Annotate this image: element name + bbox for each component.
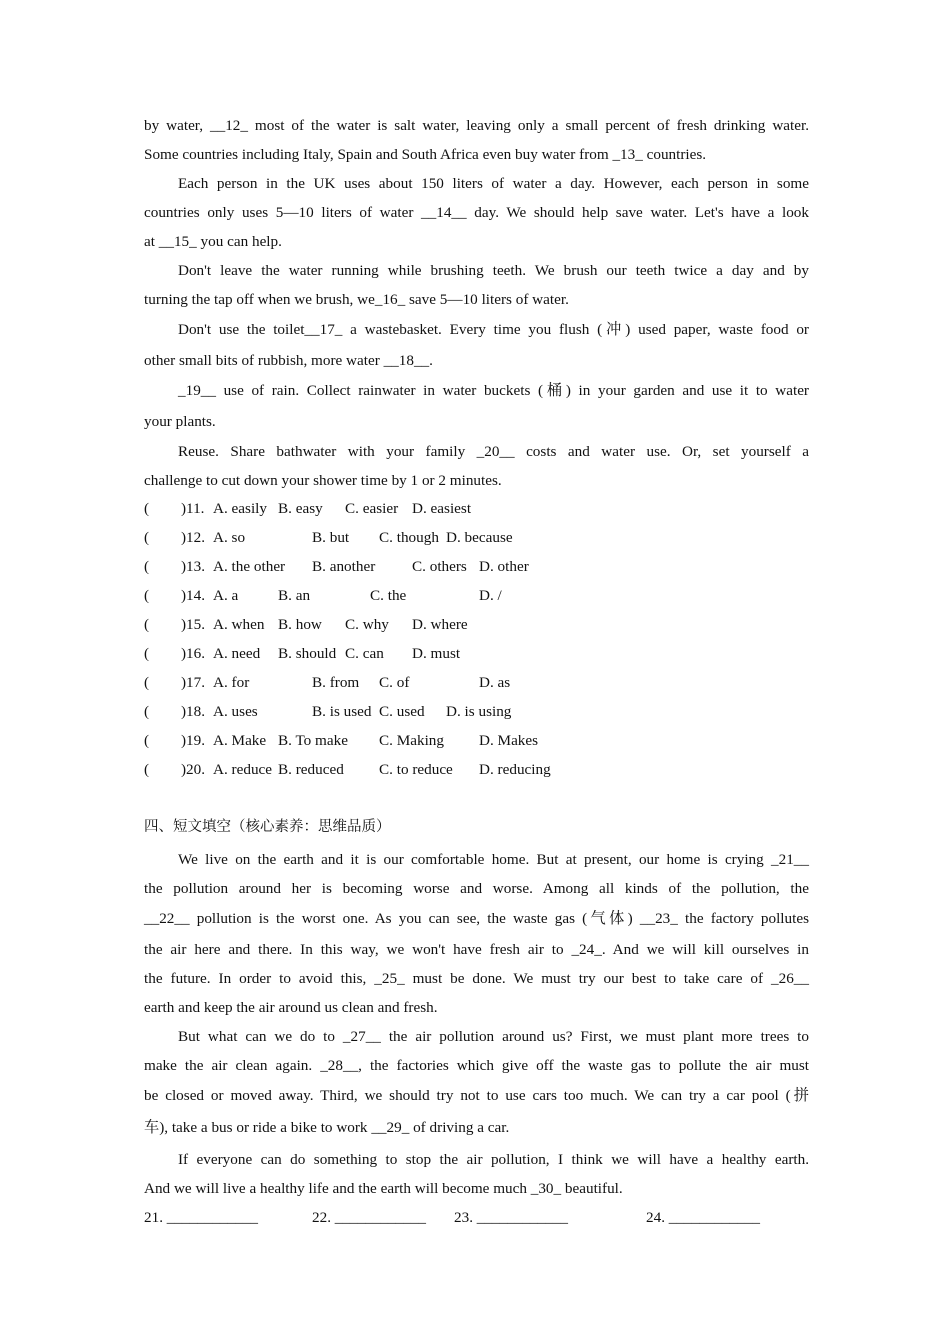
option-d: D. other (479, 558, 529, 575)
option-c: C. why (345, 616, 389, 633)
option-c: C. used (379, 703, 425, 720)
option-a: A. need (213, 645, 261, 662)
answer-paren[interactable]: ( (144, 703, 150, 720)
passage-line: __22__ pollution is the worst one. As you can see, the waste gas (气体) __23_ the factory pollutes (144, 910, 809, 927)
option-d: D. must (412, 645, 461, 662)
option-d: D. is using (446, 703, 512, 720)
passage-line: And we will live a healthy life and the earth will become much _30_ beautiful. (144, 1180, 623, 1197)
question-number: )11. (181, 500, 205, 517)
option-b: B. an (278, 587, 311, 604)
passage-line: be closed or moved away. Third, we should try not to use cars too much. We can try a car pool (拼 (144, 1087, 809, 1104)
passage-line: Some countries including Italy, Spain and South Africa even buy water from _13_ countries. (144, 146, 707, 163)
passage-line: turning the tap off when we brush, we_16_ save 5—10 liters of water. (144, 291, 569, 308)
answer-paren[interactable]: ( (144, 587, 150, 604)
passage-line: your plants. (144, 413, 216, 430)
option-a: A. when (213, 616, 265, 633)
passage-line: If everyone can do something to stop the air pollution, I think we will have a healthy earth. (178, 1151, 809, 1168)
answer-blank-22[interactable]: 22. ____________ (312, 1209, 426, 1226)
option-c: C. the (370, 587, 407, 604)
passage-line: Reuse. Share bathwater with your family _20__ costs and water use. Or, set yourself a (178, 443, 809, 460)
option-b: B. should (278, 645, 337, 662)
question-number: )17. (181, 674, 206, 691)
option-b: B. To make (278, 732, 348, 749)
option-a: A. easily (213, 500, 267, 517)
passage-line: earth and keep the air around us clean and fresh. (144, 999, 438, 1016)
option-b: B. from (312, 674, 360, 691)
passage-line: make the air clean again. _28__, the factories which give off the waste gas to pollute the air must (144, 1057, 809, 1074)
passage-line: by water, __12_ most of the water is salt water, leaving only a small percent of fresh drinking water. (144, 117, 809, 134)
question-number: )15. (181, 616, 206, 633)
passage-line: countries only uses 5—10 liters of water __14__ day. We should help save water. Let's have a look (144, 204, 809, 221)
option-a: A. Make (213, 732, 267, 749)
passage-line: _19__ use of rain. Collect rainwater in water buckets (桶) in your garden and use it to water (178, 382, 809, 399)
answer-paren[interactable]: ( (144, 761, 150, 778)
answer-paren[interactable]: ( (144, 732, 150, 749)
passage-line: challenge to cut down your shower time by 1 or 2 minutes. (144, 472, 502, 489)
option-d: D. because (446, 529, 513, 546)
option-d: D. reducing (479, 761, 551, 778)
option-b: B. how (278, 616, 322, 633)
answer-blank-23[interactable]: 23. ____________ (454, 1209, 568, 1226)
answer-paren[interactable]: ( (144, 674, 150, 691)
option-b: B. but (312, 529, 350, 546)
option-c: C. though (379, 529, 439, 546)
passage-line: Each person in the UK uses about 150 liters of water a day. However, each person in some (178, 175, 809, 192)
option-b: B. is used (312, 703, 372, 720)
question-number: )18. (181, 703, 206, 720)
passage-line: other small bits of rubbish, more water __18__. (144, 352, 433, 369)
option-c: C. of (379, 674, 410, 691)
option-d: D. easiest (412, 500, 472, 517)
answer-paren[interactable]: ( (144, 645, 150, 662)
option-d: D. / (479, 587, 502, 604)
option-c: C. easier (345, 500, 399, 517)
option-c: C. Making (379, 732, 444, 749)
option-c: C. others (412, 558, 467, 575)
option-a: A. the other (213, 558, 286, 575)
answer-paren[interactable]: ( (144, 500, 150, 517)
passage-line: Don't use the toilet__17_ a wastebasket. Every time you flush (冲) used paper, waste food or (178, 321, 809, 338)
answer-paren[interactable]: ( (144, 529, 150, 546)
question-number: )19. (181, 732, 206, 749)
option-c: C. can (345, 645, 384, 662)
option-d: D. Makes (479, 732, 539, 749)
question-number: )16. (181, 645, 206, 662)
answer-paren[interactable]: ( (144, 616, 150, 633)
answer-blank-21[interactable]: 21. ____________ (144, 1209, 258, 1226)
passage-line: We live on the earth and it is our comfortable home. But at present, our home is crying _21__ (178, 851, 809, 868)
option-a: A. uses (213, 703, 258, 720)
passage-line: at __15_ you can help. (144, 233, 282, 250)
passage-line: the air here and there. In this way, we won't have fresh air to _24_. And we will kill ourselves in (144, 941, 809, 958)
option-a: A. a (213, 587, 239, 604)
passage-line: the future. In order to avoid this, _25_ must be done. We must try our best to take care of _26__ (144, 970, 809, 987)
option-a: A. reduce (213, 761, 273, 778)
passage-line: 车), take a bus or ride a bike to work __29_ of driving a car. (144, 1119, 510, 1136)
option-b: B. another (312, 558, 376, 575)
section-heading: 四、短文填空（核心素养：思维品质） (144, 819, 391, 835)
question-number: )13. (181, 558, 206, 575)
question-number: )20. (181, 761, 206, 778)
passage-line: But what can we do to _27__ the air pollution around us? First, we must plant more trees to (178, 1028, 809, 1045)
option-b: B. easy (278, 500, 323, 517)
answer-blank-24[interactable]: 24. ____________ (646, 1209, 760, 1226)
option-b: B. reduced (278, 761, 344, 778)
option-c: C. to reduce (379, 761, 453, 778)
question-number: )14. (181, 587, 206, 604)
option-a: A. so (213, 529, 246, 546)
passage-line: Don't leave the water running while brushing teeth. We brush our teeth twice a day and by (178, 262, 809, 279)
option-d: D. where (412, 616, 468, 633)
answer-paren[interactable]: ( (144, 558, 150, 575)
option-d: D. as (479, 674, 511, 691)
question-number: )12. (181, 529, 206, 546)
option-a: A. for (213, 674, 250, 691)
passage-line: the pollution around her is becoming worse and worse. Among all kinds of the pollution, the (144, 880, 809, 897)
